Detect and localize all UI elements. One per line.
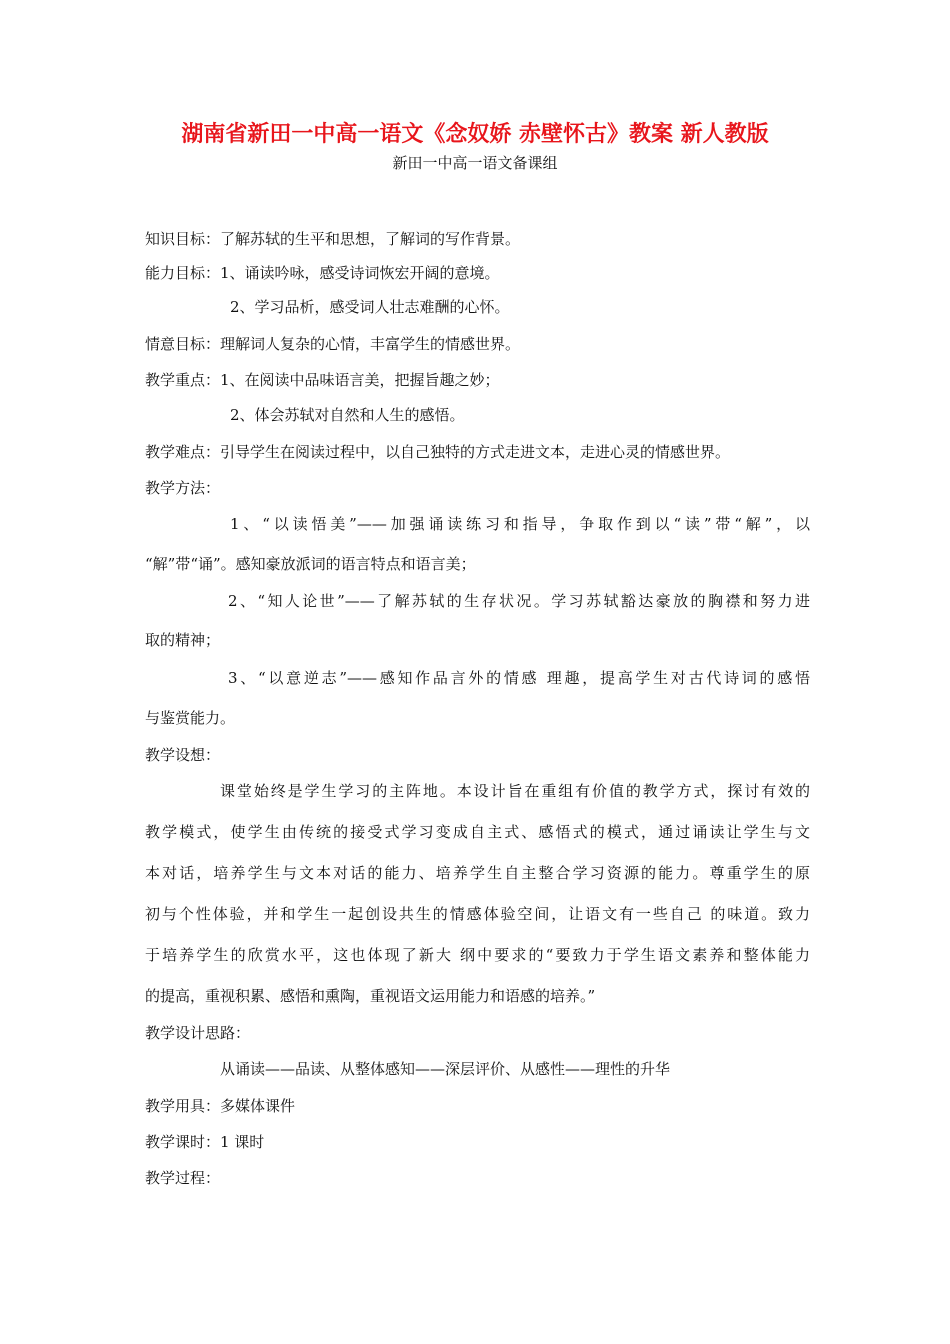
design-paragraph-line-2: 教学模式，使学生由传统的接受式学习变成自主式、感悟式的模式，通过诵读让学生与文 bbox=[145, 823, 810, 841]
design-paragraph-line-3: 本对话，培养学生与文本对话的能力、培养学生自主整合学习资源的能力。尊重学生的原 bbox=[145, 864, 810, 882]
method-2-line-2: 取的精神； bbox=[145, 631, 221, 649]
teaching-tools-line: 教学用具：多媒体课件 bbox=[145, 1097, 296, 1115]
key-point-line-2: 2、体会苏轼对自然和人生的感悟。 bbox=[230, 406, 465, 424]
teaching-process-heading: 教学过程： bbox=[145, 1169, 221, 1187]
design-thought-heading: 教学设计思路： bbox=[145, 1024, 251, 1042]
emotion-goal-line: 情意目标：理解词人复杂的心情，丰富学生的情感世界。 bbox=[145, 335, 521, 353]
method-heading: 教学方法： bbox=[145, 479, 221, 497]
difficulty-line: 教学难点：引导学生在阅读过程中，以自己独特的方式走进文本，走进心灵的情感世界。 bbox=[145, 443, 731, 461]
method-2-line-1: 2、“知人论世”——了解苏轼的生存状况。学习苏轼豁达豪放的胸襟和努力进 bbox=[228, 592, 810, 610]
method-3-line-2: 与鉴赏能力。 bbox=[145, 709, 236, 727]
method-1-line-1: 1、“以读悟美”——加强诵读练习和指导，争取作到以“读”带“解”，以 bbox=[230, 515, 810, 533]
document-subtitle: 新田一中高一语文备课组 bbox=[392, 154, 558, 172]
design-paragraph-line-1: 课堂始终是学生学习的主阵地。本设计旨在重组有价值的教学方式，探讨有效的 bbox=[220, 782, 810, 800]
ability-goal-line-1: 能力目标：1、诵读吟咏，感受诗词恢宏开阔的意境。 bbox=[145, 264, 500, 282]
method-3-line-1: 3、“以意逆志”——感知作品言外的情感 理趣，提高学生对古代诗词的感悟 bbox=[228, 669, 810, 687]
design-paragraph-line-4: 初与个性体验，并和学生一起创设共生的情感体验空间，让语文有一些自己 的味道。致力 bbox=[145, 905, 810, 923]
design-idea-heading: 教学设想： bbox=[145, 746, 221, 764]
design-paragraph-line-5: 于培养学生的欣赏水平，这也体现了新大 纲中要求的“要致力于学生语文素养和整体能力 bbox=[145, 946, 810, 964]
knowledge-goal-line: 知识目标：了解苏轼的生平和思想，了解词的写作背景。 bbox=[145, 230, 521, 248]
design-paragraph-line-6: 的提高，重视积累、感悟和熏陶，重视语文运用能力和语感的培养。” bbox=[145, 987, 596, 1005]
key-point-line-1: 教学重点：1、在阅读中品味语言美，把握旨趣之妙； bbox=[145, 371, 500, 389]
design-thought-line: 从诵读——品读、从整体感知——深层评价、从感性——理性的升华 bbox=[220, 1060, 671, 1078]
method-1-line-2: “解”带“诵”。感知豪放派词的语言特点和语言美； bbox=[145, 555, 476, 573]
teaching-hours-line: 教学课时：1 课时 bbox=[145, 1133, 265, 1151]
ability-goal-line-2: 2、学习品析，感受词人壮志难酬的心怀。 bbox=[230, 298, 510, 316]
document-title: 湖南省新田一中高一语文《念奴娇 赤壁怀古》教案 新人教版 bbox=[181, 122, 769, 147]
